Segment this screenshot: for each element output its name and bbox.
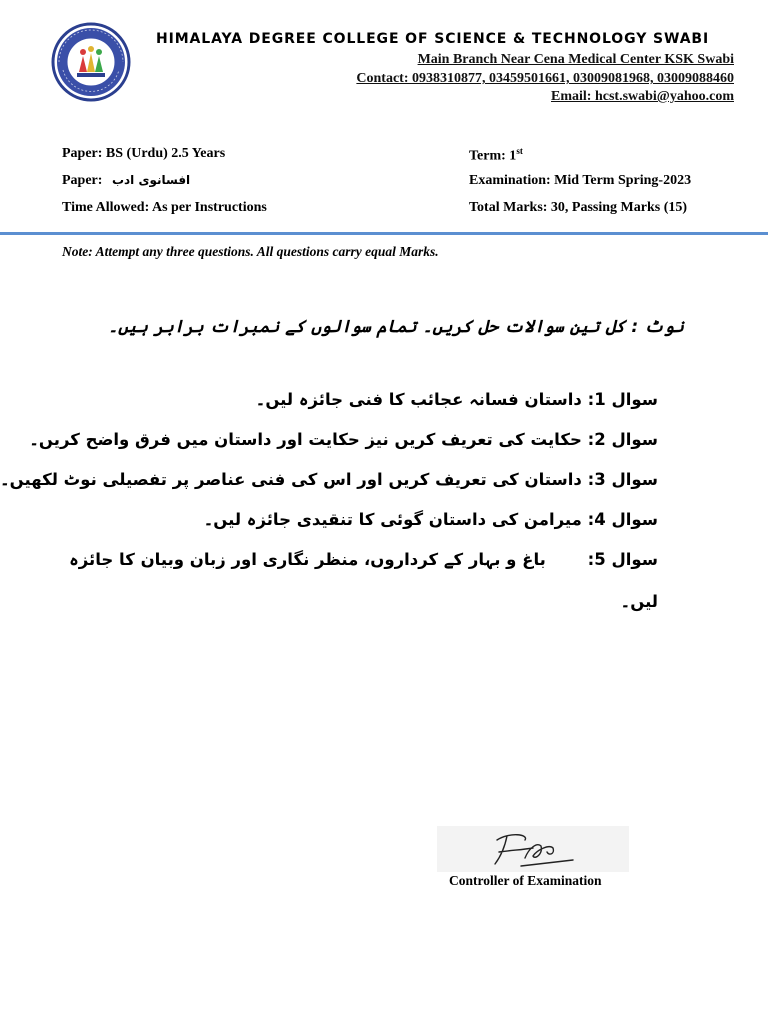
- examination: Examination: Mid Term Spring-2023: [469, 173, 692, 188]
- controller-of-examination: Controller of Examination: [449, 873, 602, 888]
- question-number: سوال 1:: [587, 390, 658, 409]
- paper-subject-urdu: افسانوی ادب: [111, 173, 191, 187]
- question-text: داستان فسانہ عجائب کا فنی جائزہ لیں۔: [255, 390, 582, 409]
- note-urdu: نوٹ : کل تین سوالات حل کریں۔ تمام سوالوں کے نمبرات برابر ہیں۔: [108, 317, 684, 337]
- college-email[interactable]: Email: hcst.swabi@yahoo.com: [551, 89, 734, 104]
- header-divider: [0, 232, 768, 235]
- college-address: Main Branch Near Cena Medical Center KSK Swabi: [417, 52, 734, 67]
- question-text: میرامن کی داستان گوئی کا تنقیدی جائزہ لیں۔: [203, 510, 582, 529]
- note-english: Note: Attempt any three questions. All questions carry equal Marks.: [62, 244, 439, 259]
- question-5: [69, 550, 658, 569]
- term: [469, 146, 523, 165]
- paper-program: Paper: BS (Urdu) 2.5 Years: [62, 146, 226, 161]
- paper-subject: [62, 173, 190, 189]
- college-name: HIMALAYA DEGREE COLLEGE OF SCIENCE & TECHNOLOGY SWABI: [156, 31, 710, 47]
- time-allowed: Time Allowed: As per Instructions: [62, 200, 267, 215]
- question-number: سوال 2:: [587, 430, 658, 449]
- handwritten-signature-icon: [437, 826, 629, 872]
- term-label: Term: 1: [469, 148, 517, 164]
- question-4: [204, 510, 658, 529]
- term-suffix: st: [516, 146, 523, 156]
- question-5-continuation: لیں۔: [620, 592, 658, 611]
- question-number: سوال 5:: [587, 550, 658, 569]
- question-text: حکایت کی تعریف کریں نیز حکایت اور داستان میں فرق واضح کریں۔: [29, 430, 582, 449]
- college-crest-logo-icon: [49, 22, 133, 102]
- question-number: سوال 4:: [587, 510, 658, 529]
- question-3: [0, 470, 658, 489]
- question-text: داستان کی تعریف کریں اور اس کی فنی عناصر پر تفصیلی نوٹ لکھیں۔: [0, 470, 582, 489]
- total-marks: Total Marks: 30, Passing Marks (15): [469, 200, 688, 215]
- paper-subject-label: Paper:: [62, 173, 103, 188]
- question-1: [256, 390, 658, 409]
- contact-numbers: Contact: 0938310877, 03459501661, 03009081968, 03009088460: [356, 71, 734, 86]
- question-number: سوال 3:: [587, 470, 658, 489]
- question-text: باغ و بہار کے کرداروں، منظر نگاری اور زبان وبیان کا جائزہ: [69, 550, 546, 569]
- question-2: [29, 430, 658, 449]
